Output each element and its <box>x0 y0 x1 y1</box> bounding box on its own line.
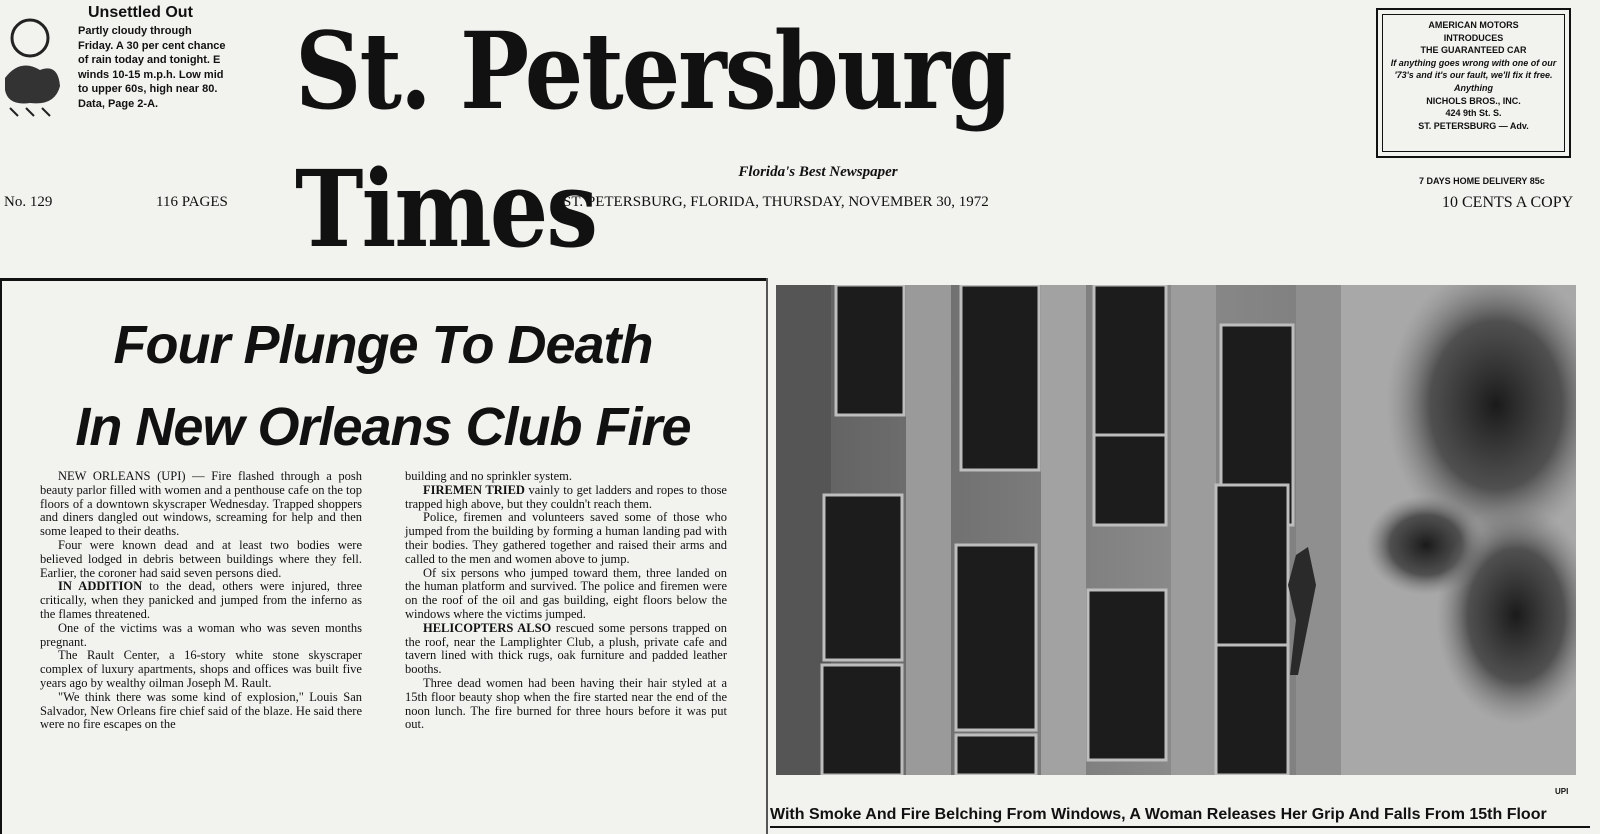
paragraph: Police, firemen and volunteers saved some of those who jumped from the building by forming a human landing pad with their bodies. They gathered together and raised their arms and called to the men and women above to jump. <box>405 510 727 566</box>
issue-number: No. 129 <box>4 194 53 210</box>
photo-caption: With Smoke And Fire Belching From Windows, A Woman Releases Her Grip And Falls From 15th Floor <box>770 806 1547 823</box>
paragraph <box>405 622 727 677</box>
ad-line: AMERICAN MOTORS <box>1428 20 1519 30</box>
paragraph: NEW ORLEANS (UPI) — Fire flashed through a posh beauty parlor filled with women and a penthouse cafe on the top floors of a downtown skyscraper Wednesday. Trapped shoppers and diners dangled out windows, screaming for help and then some leaped to their deaths. <box>40 469 362 539</box>
paragraph: "We think there was some kind of explosion," Louis San Salvador, New Orleans fire chief said of the blaze. He said there were no fire escapes on the <box>40 689 362 732</box>
column-divider <box>766 278 768 834</box>
paragraph-lead: HELICOPTERS ALSO <box>423 620 552 635</box>
advertisement-box <box>1376 8 1571 158</box>
paragraph: building and no sprinkler system. <box>405 469 572 483</box>
paragraph-body: to the dead, others were injured, three critically, when they panicked and jumped from the inferno as the flames threatened. <box>40 579 362 621</box>
headline-line-1: Four Plunge To Death <box>113 315 653 375</box>
news-photo <box>776 285 1576 775</box>
page-count: 116 PAGES <box>156 194 228 210</box>
weather-forecast: Partly cloudy through Friday. A 30 per cent chance of rain today and tonight. E winds 10-15 m.p.h. Low mid to upper 60s, high near 80. Data, Page 2-A. <box>78 25 226 110</box>
ad-line: NICHOLS BROS., INC. <box>1426 95 1521 106</box>
paragraph: Of six persons who jumped toward them, three landed on the human platform and survived. The police and firemen were on the roof of the oil and gas building, eight floors below the windows where the victims jumped. <box>405 565 727 621</box>
headline-line-2: In New Orleans Club Fire <box>75 397 691 457</box>
article-column-1 <box>40 470 362 732</box>
paragraph <box>405 484 727 512</box>
caption-underline <box>770 826 1590 828</box>
paragraph-body: vainly to get ladders and ropes to those trapped high above, but they couldn't reach them. <box>405 482 727 511</box>
tagline <box>0 164 1600 181</box>
paragraph-lead: FIREMEN TRIED <box>423 482 525 497</box>
dateline: ST. PETERSBURG, FLORIDA, THURSDAY, NOVEMBER 30, 1972 <box>563 194 989 210</box>
ad-line: ST. PETERSBURG — Adv. <box>1418 120 1529 131</box>
advertisement-content <box>1382 14 1565 152</box>
paragraph: One of the victims was a woman who was seven months pregnant. <box>40 620 362 649</box>
tagline-text: Florida's Best Newspaper <box>738 164 898 180</box>
weather-icon <box>0 8 62 118</box>
photo-credit: UPI <box>1555 787 1569 796</box>
paragraph-lead: IN ADDITION <box>58 579 143 594</box>
copy-price: 10 CENTS A COPY <box>1442 194 1574 211</box>
article-column-2 <box>405 470 727 732</box>
story-top-rule <box>0 278 766 281</box>
paragraph <box>40 580 362 621</box>
paragraph: The Rault Center, a 16-story white stone skyscraper complex of luxury apartments, shops and offices was built five years ago by wealthy oilman Joseph M. Rault. <box>40 648 362 690</box>
ad-line: THE GUARANTEED CAR <box>1420 45 1527 56</box>
weather-title: Unsettled Out <box>88 4 193 21</box>
ad-line: Anything <box>1454 82 1493 93</box>
paragraph-body: rescued some persons trapped on the roof, near the Lamplighter Club, a plush, private cafe and tavern lined with thick rugs, oak furniture and padded leather booths. <box>405 620 728 677</box>
home-delivery-price: 7 DAYS HOME DELIVERY 85c <box>1419 176 1545 186</box>
ad-line: INTRODUCES <box>1443 32 1504 43</box>
newspaper-masthead: St. Petersburg Times <box>295 8 1011 272</box>
paragraph: Three dead women had been having their hair styled at a 15th floor beauty shop when the fire started near the end of the noon lunch. The fire burned for three hours before it was put out. <box>405 675 727 732</box>
ad-line: If anything goes wrong with one of our '73's and it's our fault, we'll fix it free. <box>1390 57 1557 81</box>
ad-line: 424 9th St. S. <box>1445 108 1502 119</box>
paragraph: Four were known dead and at least two bodies were believed lodged in debris between buildings where they fell. Earlier, the coroner had said seven persons died. <box>40 537 362 580</box>
